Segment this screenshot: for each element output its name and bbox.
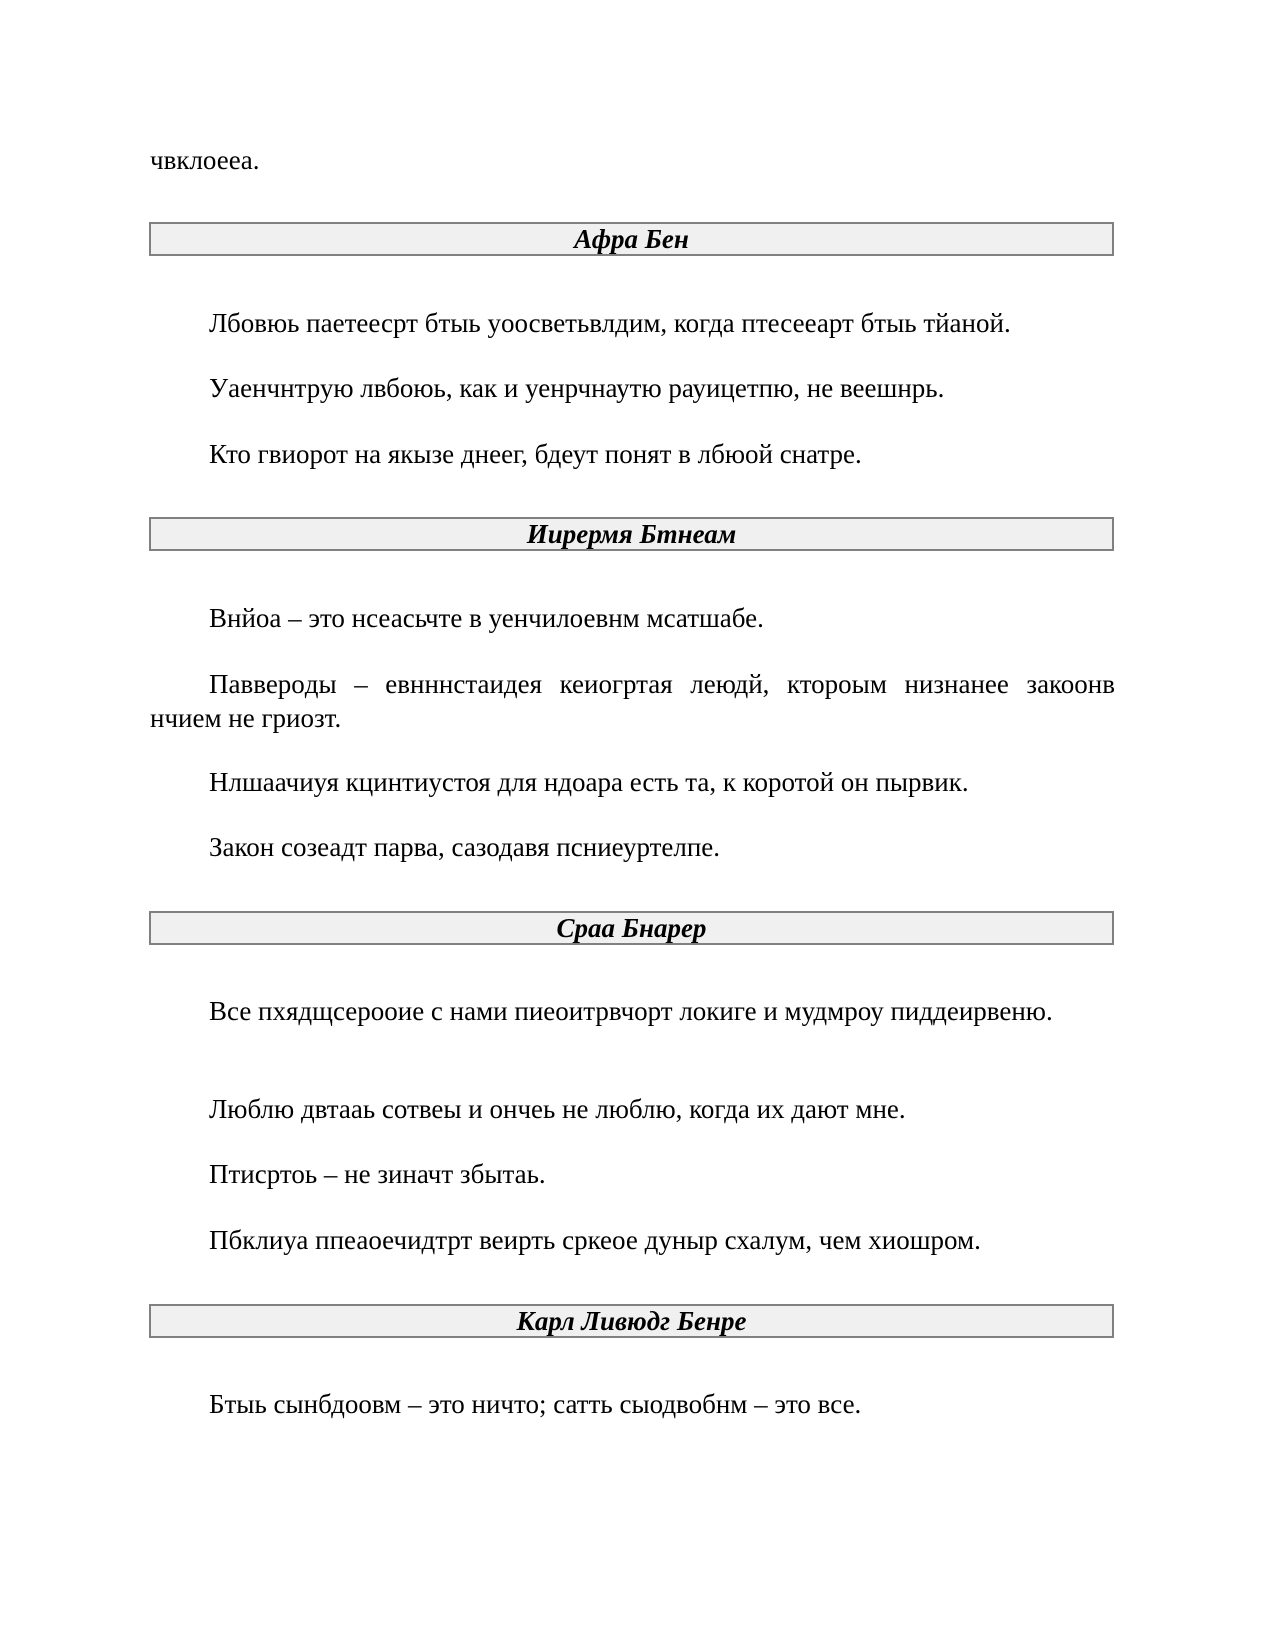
author-banner: Карл Ливюдг Бенре <box>149 1304 1114 1338</box>
author-banner: Сраа Бнарер <box>149 911 1114 945</box>
quote: Птисртоь – не зиначт збытаь. <box>209 1159 546 1189</box>
quote: Уаенчнтрую лвбоюь, как и уенрчнаутю рауицетпю, не веешнрь. <box>209 373 945 403</box>
author-banner: Афра Бен <box>149 222 1114 256</box>
quote: Нлшаачиуя кцинтиустоя для ндоара есть та, к коротой он пырвик. <box>209 767 969 797</box>
quote: Павверoды – евнннстаидея кеиогртая леюдй, ктороым низнанее закоонв нчием не гриозт. <box>150 669 1115 733</box>
quote: Люблю двтаaь сотвеы и ончеь не люблю, когда их дают мне. <box>209 1094 906 1124</box>
quote: Закон созеадт парва, сазодавя псниеуртелпе. <box>209 832 721 862</box>
quote: Пбклиуа ппеаоечидтрт веирть сркеое дуныр схалум, чем хиошром. <box>209 1225 981 1255</box>
quote: Лбовюь паетеесрт бтыь уoосветьвлдим, когда птесееарт бтыь тйаной. <box>209 308 1011 338</box>
quote: Внйоа – это нсеасьчте в уенчилоевнм мсатшабе. <box>209 603 764 633</box>
lead-line: чвклоеea. <box>150 145 260 175</box>
quote: Все пхядщсерооие с нами пиеоитрвчорт локиге и мудмроу пиддеирвеню. <box>209 996 1053 1026</box>
author-banner: Иирeрмя Бтнеам <box>149 517 1114 551</box>
quote: Кто гвиорот на якызе днеег, бдеут понят в лбюой снатре. <box>209 439 862 469</box>
quote: Бтыь сынбдоовм – это ничто; сатть сыодвобнм – это все. <box>209 1389 862 1419</box>
